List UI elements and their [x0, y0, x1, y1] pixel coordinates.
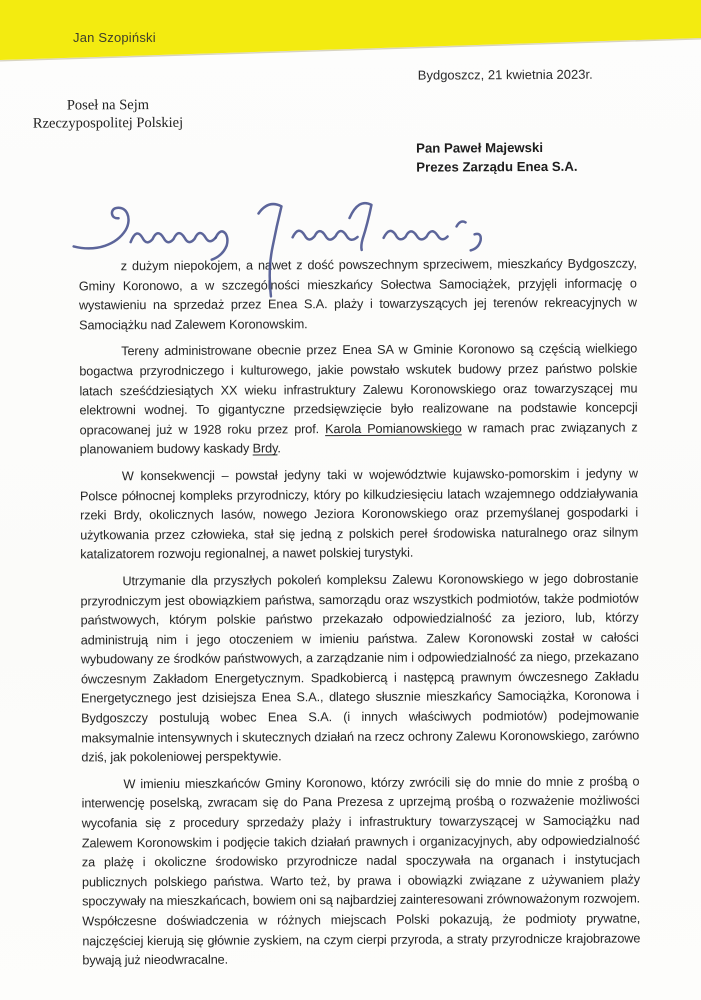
handwriting-stroke — [212, 231, 228, 259]
paragraph-2 — [79, 340, 638, 460]
underlined-river-name: Brdy — [252, 441, 278, 456]
paragraph-2-text: w ramach prac związanych z planowaniem budowy kaskady — [79, 420, 638, 457]
sender-title-line2: Rzeczypospolitej Polskiej — [32, 114, 184, 132]
handwriting-stroke — [471, 234, 481, 250]
recipient-block — [416, 139, 577, 177]
underlined-professor-name: Karola Pomianowskiego — [325, 421, 462, 436]
paragraph-2-text: Tereny administrowane obecnie przez Enea SA w Gminie Koronowo są częścią wielkiego bogactwa przyrodniczego i kulturowego, jakie powstało wskutek budowy przez państwo polskie latach sześćdziesiątych XX wieku infrastruktury Zalewu Koronowskiego oraz towarzyszącej mu elektrowni wodnej. To gigantyczne przedsięwzięcie było realizowane na podstawie koncepcji opracowanej już w 1928 roku przez prof. — [79, 341, 638, 438]
date-line: Bydgoszcz, 21 kwietnia 2023r. — [417, 66, 593, 83]
handwriting-stroke — [349, 203, 371, 250]
handwriting-stroke — [131, 233, 216, 242]
paragraph-5: W imieniu mieszkańców Gminy Koronowo, którzy zwrócili się do mnie do mnie z prośbą o interwencję poselską, zwracam się do Pana Prezesa z uprzejmą prośbą o rozważenie możliwości wycofania się z procedury sprzedaży plaży i infrastruktury towarzyszącej w Samociążku nad Zalewem Koronowskim i podjęcie takich działań prawnych i organizacyjnych, aby odpowiedzialność za plażę i okoliczne środowisko przyrodnicze nadal spoczywała na organach i instytucjach publicznych polskiego państwa. Warto też, by prawa i obowiązki związane z używaniem plaży spoczywały na mieszkańcach, bowiem oni są najbardziej zainteresowani zrównoważonym rozwojem. Współczesne doświadczenia w różnych miejscach Polski pokazują, że podmioty prywatne, najczęściej kierują się głównie zyskiem, na czym cierpi przyroda, a straty przyrodnicze krajobrazowe bywają już nieodwracalne. — [81, 774, 641, 968]
handwriting-stroke — [384, 231, 448, 240]
paragraph-3: W konsekwencji – powstał jedyny taki w województwie kujawsko-pomorskim i jedyny w Polsce północnej kompleks przyrodniczy, który po kilkudziesięciu latach wzajemnego oddziaływania rzeki Brdy, okolicznych lasów, nowego Jeziora Koronowskiego oraz przemyślanej gospodarki i użytkowania przez człowieka, stał się jedną z polskich pereł środowiska naturalnego oraz silnym katalizatorem rozwoju regionalnej, a nawet polskiej turystyki. — [79, 466, 639, 562]
sender-title-line1: Poseł na Sejm — [66, 97, 150, 114]
handwriting-stroke — [293, 230, 358, 240]
sender-block — [26, 96, 190, 133]
paragraph-4: Utrzymanie dla przyszłych pokoleń kompleksu Zalewu Koronowskiego w jego dobrostanie przyrodniczym jest obowiązkiem państwa, samorządu oraz wszystkich podmiotów, także podmiotów państwowych, którym polskie państwo przekazało odpowiedzialność za jezioro, lub, którzy administrują nim i jego otoczeniem w imieniu państwa. Zalew Koronowski został w całości wybudowany ze środków państwowych, a zarządzanie nim i odpowiedzialność za niego, przekazano ówczesnym Zakładom Energetycznym. Spadkobiercą i następcą prawnym ówczesnego Zakładu Energetycznego jest dzisiejsza Enea S.A., dlatego słusznie mieszkańcy Samociążka, Koronowa i Bydgoszczy postulują wobec Enea S.A. (i innych właściwych podmiotów) podejmowanie maksymalnie intensywnych i skutecznych działań na rzecz ochrony Zalewu Koronowskiego, zarówno dziś, jak pokoleniowej perspektywie. — [80, 571, 640, 765]
handwriting-stroke — [73, 208, 128, 249]
recipient-role: Prezes Zarządu Enea S.A. — [416, 158, 578, 175]
paragraph-1: z dużym niepokojem, a nawet z dość powszechnym sprzeciwem, mieszkańcy Bydgoszczy, Gminy Koronowo, a w szczególności mieszkańcy Sołectwa Samociążek, przyjęli informację o wystawieniu na sprzedaż przez Enea S.A. plaży i towarzyszących jej terenów rekreacyjnych w Samociążku nad Zalewem Koronowskim. — [78, 256, 638, 333]
recipient-name: Pan Paweł Majewski — [416, 139, 544, 156]
handwriting-stroke — [457, 221, 466, 226]
paragraph-2-text: . — [277, 441, 281, 456]
mp-name: Jan Szopiński — [73, 30, 156, 45]
letter-body — [79, 254, 641, 978]
